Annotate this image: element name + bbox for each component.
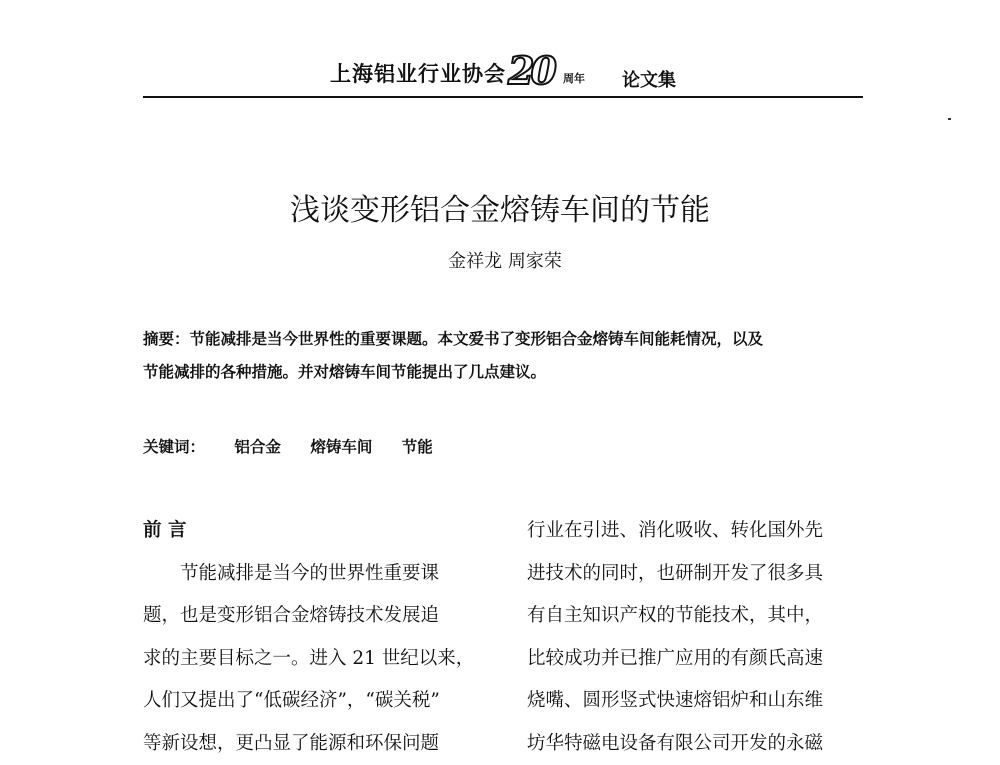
body-line: 坊华特磁电设备有限公司开发的永磁 [527, 723, 867, 765]
left-column [143, 510, 483, 765]
header-rule [143, 96, 863, 98]
keyword: 铝合金 [234, 438, 281, 456]
keywords [143, 435, 457, 457]
body-line: 题，也是变形铝合金熔铸技术发展追 [143, 595, 483, 638]
header-organization: 上海铝业行业协会 [330, 58, 506, 88]
paper-title: 浅谈变形铝合金熔铸车间的节能 [0, 185, 1000, 229]
keywords-label: 关键词： [143, 438, 205, 456]
scan-speck [948, 118, 951, 120]
header-collection: 论文集 [622, 66, 676, 92]
authors: 金祥龙 周家荣 [0, 247, 1000, 273]
anniversary-suffix: 周年 [563, 70, 585, 86]
body-line: 等新设想，更凸显了能源和环保问题 [143, 723, 483, 765]
abstract-line: 摘要：节能减排是当今世界性的重要课题。本文爱书了变形铝合金熔铸车间能耗情况，以及 [143, 327, 763, 349]
keyword: 熔铸车间 [310, 438, 372, 456]
section-heading: 前 言 [143, 510, 483, 553]
body-line: 求的主要目标之一。进入 21 世纪以来， [143, 638, 483, 681]
abstract-line: 节能减排的各种措施。并对熔铸车间节能提出了几点建议。 [143, 360, 546, 382]
right-column [527, 510, 867, 765]
body-line: 进技术的同时，也研制开发了很多具 [527, 553, 867, 596]
body-line: 比较成功并已推广应用的有颜氏高速 [527, 638, 867, 681]
body-line: 烧嘴、圆形竖式快速熔铝炉和山东维 [527, 680, 867, 723]
keyword: 节能 [402, 438, 433, 456]
body-line: 行业在引进、消化吸收、转化国外先 [527, 510, 867, 553]
body-line: 节能减排是当今的世界性重要课 [143, 553, 483, 596]
body-line: 有自主知识产权的节能技术，其中， [527, 595, 867, 638]
anniversary-logo: 20 [508, 48, 553, 93]
body-line: 人们又提出了“低碳经济”，“碳关税” [143, 680, 483, 723]
